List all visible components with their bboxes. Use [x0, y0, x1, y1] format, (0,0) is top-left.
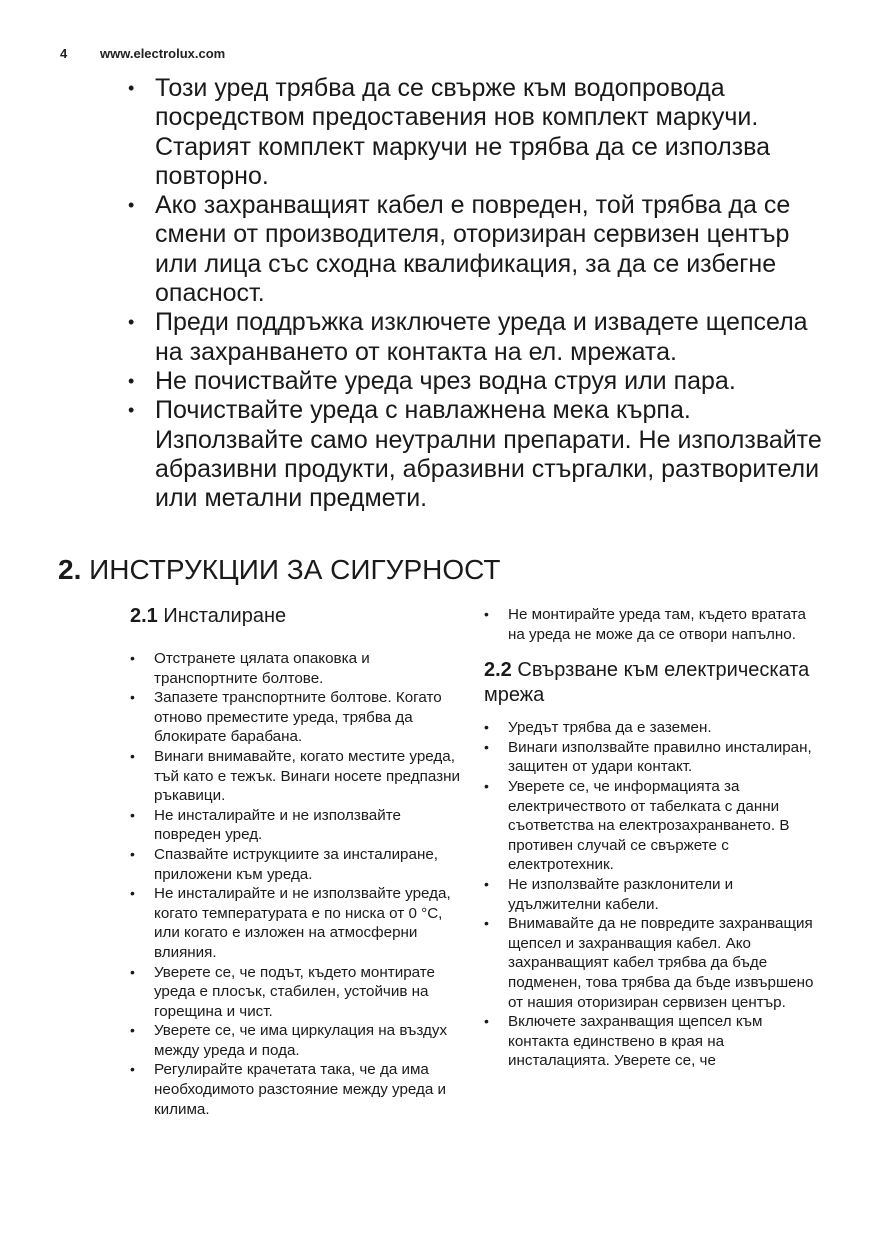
intro-bullet: • Този уред трябва да се свърже към водопровода посредством предоставения нов комплект маркучи. Старият комплект маркучи не трябва да се използва повторно.	[128, 74, 828, 191]
electrical-item: • Уредът трябва да е заземен.	[484, 718, 814, 738]
section-title	[58, 554, 501, 586]
electrical-item: • Не използвайте разклонители и удължителни кабели.	[484, 875, 814, 914]
page-number: 4	[60, 46, 68, 61]
installation-item: • Уверете се, че има циркулация на въздух между уреда и пода.	[130, 1021, 460, 1060]
intro-bullet: • Почиствайте уреда с навлажнена мека кърпа. Използвайте само неутрални препарати. Не използвайте абразивни продукти, абразивни стъргалки, разтворители или метални предмети.	[128, 396, 828, 513]
installation-item: • Регулирайте крачетата така, че да има необходимото разстояние между уреда и килима.	[130, 1060, 460, 1119]
installation-item: • Не инсталирайте и не използвайте уреда, когато температурата е по ниска от 0 °C, или когато е изложен на атмосферни влияния.	[130, 884, 460, 962]
installation-list-continued	[484, 605, 814, 644]
installation-list	[130, 649, 460, 1119]
left-column	[130, 604, 460, 1119]
installation-item: • Отстранете цялата опаковка и транспортните болтове.	[130, 649, 460, 688]
website-link[interactable]: www.electrolux.com	[100, 46, 226, 61]
electrical-number: 2.2	[484, 659, 512, 682]
electrical-heading	[484, 658, 814, 708]
electrical-item: • Включете захранващия щепсел към контакта единствено в края на инсталацията. Уверете се, че	[484, 1012, 814, 1071]
installation-item: • Не инсталирайте и не използвайте повреден уред.	[130, 806, 460, 845]
electrical-item: • Винаги използвайте правилно инсталиран, защитен от удари контакт.	[484, 738, 814, 777]
right-column	[484, 605, 814, 1071]
installation-heading	[130, 604, 460, 629]
installation-item: • Винаги внимавайте, когато местите уреда, тъй като е тежък. Винаги носете предпазни ръкавици.	[130, 747, 460, 806]
intro-bullet: • Не почиствайте уреда чрез водна струя или пара.	[128, 367, 828, 396]
electrical-item: • Уверете се, че информацията за електричеството от табелката с данни съответства на електрозахранването. В противен случай се свържете с електротехник.	[484, 777, 814, 875]
installation-item: • Не монтирайте уреда там, където вратата на уреда не може да се отвори напълно.	[484, 605, 814, 644]
intro-bullet: • Ако захранващият кабел е повреден, той трябва да се смени от производителя, оторизиран сервизен център или лица със сходна квалификация, за да се избегне опасност.	[128, 191, 828, 308]
intro-bullet-list	[128, 74, 828, 513]
installation-item: • Уверете се, че подът, където монтирате уреда е плосък, стабилен, устойчив на горещина и чист.	[130, 963, 460, 1022]
installation-item: • Спазвайте иструкциите за инсталиране, приложени към уреда.	[130, 845, 460, 884]
section-title-text: ИНСТРУКЦИИ ЗА СИГУРНОСТ	[89, 554, 501, 585]
electrical-title: Свързване към електрическата мрежа	[484, 659, 810, 707]
electrical-item: • Внимавайте да не повредите захранващия щепсел и захранващия кабел. Ако захранващият кабел трябва да бъде подменен, това трябва да бъде извършено от нашия оторизиран сервизен център.	[484, 914, 814, 1012]
installation-title: Инсталиране	[163, 605, 287, 627]
section-number: 2.	[58, 554, 82, 585]
page-header	[60, 46, 225, 61]
installation-item: • Запазете транспортните болтове. Когато отново преместите уреда, трябва да блокирате барабана.	[130, 688, 460, 747]
installation-number: 2.1	[130, 605, 158, 627]
intro-bullet: • Преди поддръжка изключете уреда и извадете щепсела на захранването от контакта на ел. мрежата.	[128, 308, 828, 367]
electrical-list	[484, 718, 814, 1071]
